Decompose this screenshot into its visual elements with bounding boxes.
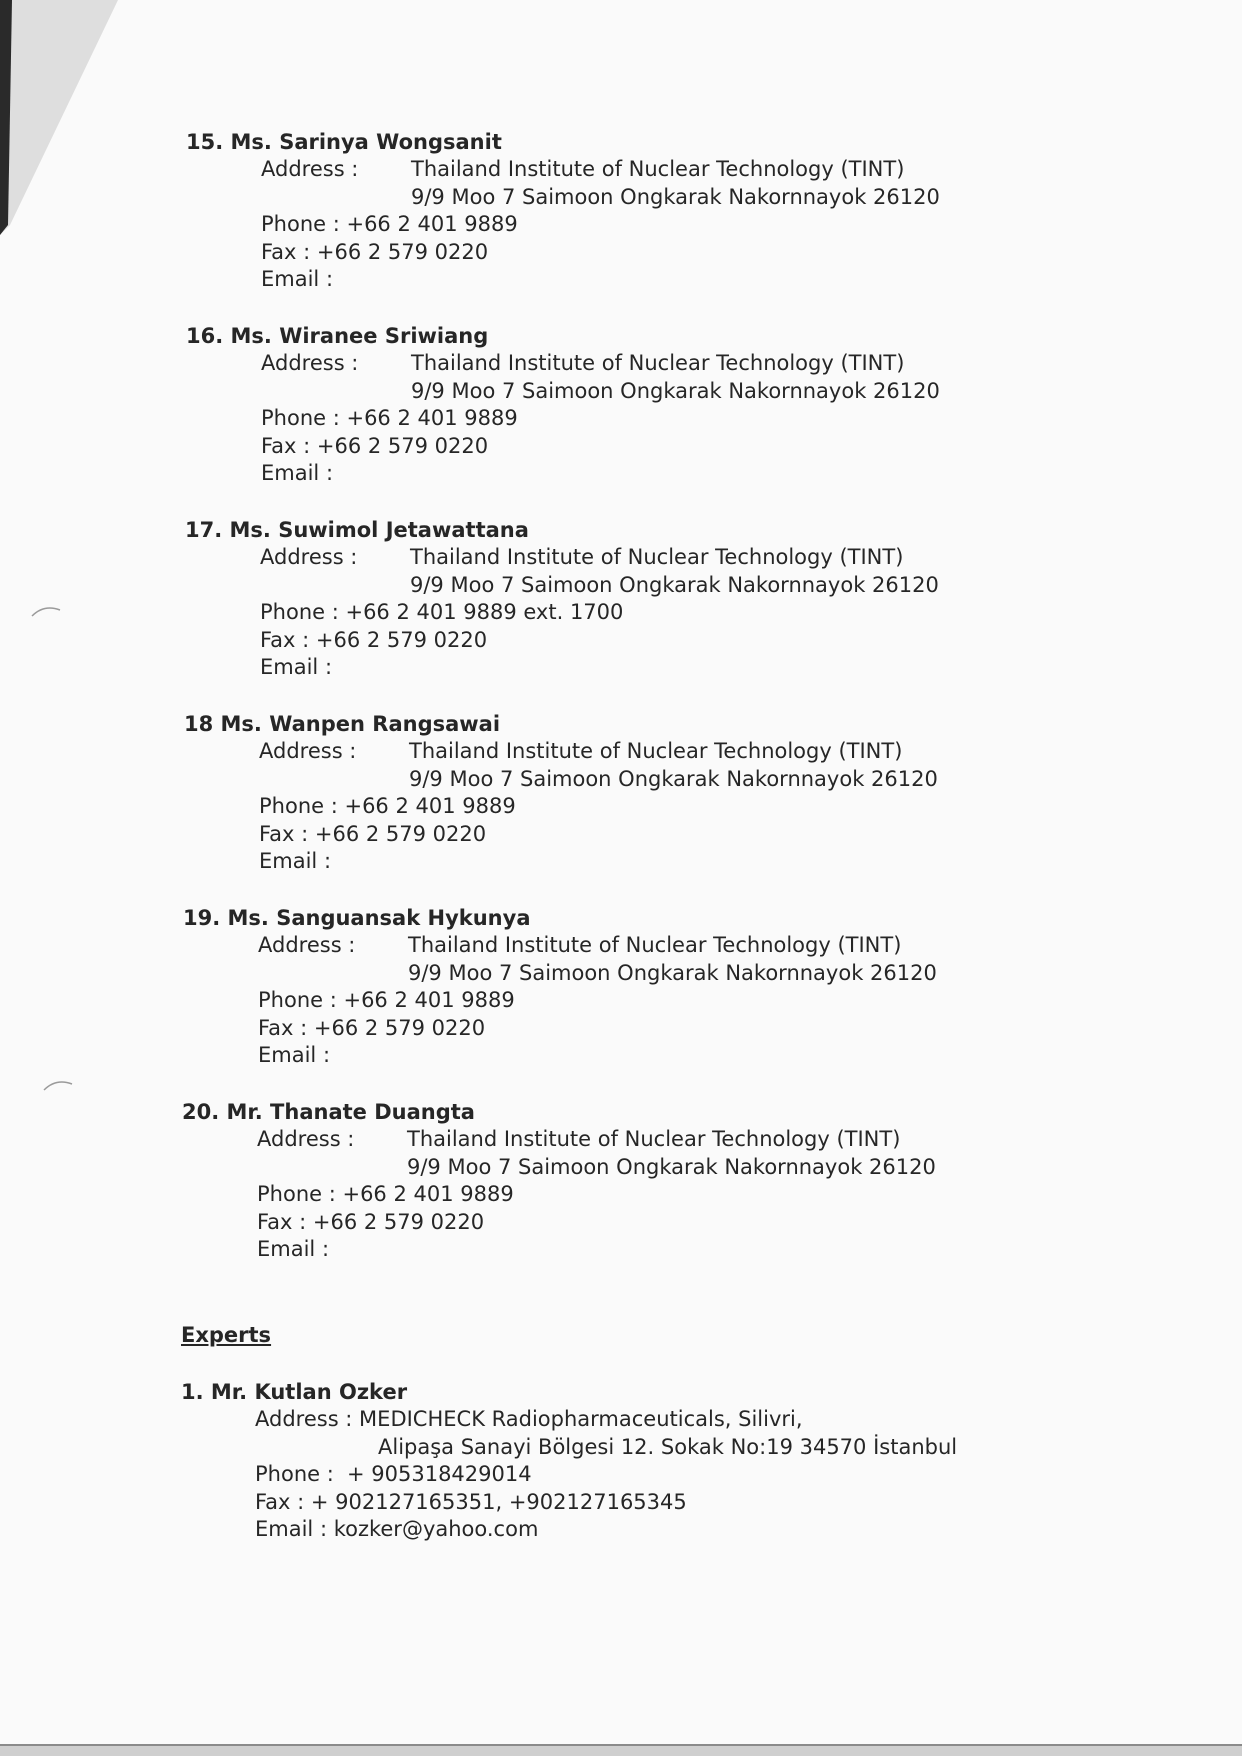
punch-hole-mark	[42, 1076, 78, 1100]
participant-name: 18 Ms. Wanpen Rangsawai	[184, 712, 501, 736]
address-row	[184, 738, 938, 766]
address-line1: Thailand Institute of Nuclear Technology (TINT)	[407, 1127, 901, 1151]
expert-entry	[181, 1378, 957, 1544]
address-label: Address :	[261, 351, 359, 375]
participant-name: 17. Ms. Suwimol Jetawattana	[185, 518, 529, 542]
fax: Fax : + 902127165351, +902127165345	[255, 1489, 687, 1514]
phone-label: Phone :	[255, 1462, 334, 1486]
punch-hole-mark	[30, 602, 66, 626]
fax: Fax : +66 2 579 0220	[259, 821, 487, 846]
address-line1: Thailand Institute of Nuclear Technology (TINT)	[411, 157, 905, 181]
address-line2: 9/9 Moo 7 Saimoon Ongkarak Nakornnayok 26120	[410, 572, 939, 597]
email: Email : kozker@yahoo.com	[255, 1517, 539, 1541]
participant-entry	[186, 322, 940, 488]
phone: Phone : +66 2 401 9889	[261, 212, 518, 236]
scan-corner-shadow	[0, 0, 120, 240]
address-label: Address :	[258, 933, 356, 957]
scan-bottom-edge	[0, 1744, 1242, 1756]
phone: Phone : +66 2 401 9889	[261, 406, 518, 430]
fax: Fax : +66 2 579 0220	[257, 1209, 485, 1234]
email: Email :	[258, 1043, 331, 1067]
address-line2: Alipaşa Sanayi Bölgesi 12. Sokak No:19 34570 İstanbul	[378, 1434, 958, 1459]
fax: Fax : +66 2 579 0220	[261, 239, 489, 264]
phone: Phone : +66 2 401 9889	[259, 794, 516, 818]
address-label: Address :	[259, 739, 357, 763]
participant-name: 20. Mr. Thanate Duangta	[182, 1100, 475, 1124]
fax: Fax : +66 2 579 0220	[261, 433, 489, 458]
fax: Fax : +66 2 579 0220	[260, 627, 488, 652]
address-label: Address :	[261, 157, 359, 181]
email: Email :	[259, 849, 332, 873]
experts-heading: Experts	[181, 1323, 272, 1347]
address-line2: 9/9 Moo 7 Saimoon Ongkarak Nakornnayok 26120	[407, 1154, 936, 1179]
participant-entry	[183, 904, 937, 1070]
email: Email :	[261, 267, 334, 291]
address-line1: Thailand Institute of Nuclear Technology (TINT)	[409, 739, 903, 763]
address-row	[186, 350, 940, 378]
participant-name: 19. Ms. Sanguansak Hykunya	[183, 906, 531, 930]
fax: Fax : +66 2 579 0220	[258, 1015, 486, 1040]
participant-entry	[186, 128, 940, 294]
address-line2: 9/9 Moo 7 Saimoon Ongkarak Nakornnayok 26120	[408, 960, 937, 985]
participant-name: 16. Ms. Wiranee Sriwiang	[186, 324, 489, 348]
address-row	[186, 156, 940, 184]
phone: Phone : +66 2 401 9889	[258, 988, 515, 1012]
address-line1: Address : MEDICHECK Radiopharmaceuticals, Silivri,	[255, 1407, 803, 1431]
phone: Phone : +66 2 401 9889 ext. 1700	[260, 600, 624, 624]
email: Email :	[260, 655, 333, 679]
address-line1: Thailand Institute of Nuclear Technology (TINT)	[410, 545, 904, 569]
email: Email :	[261, 461, 334, 485]
email: Email :	[257, 1237, 330, 1261]
address-row	[183, 932, 937, 960]
address-row	[185, 544, 939, 572]
address-row	[182, 1126, 936, 1154]
phone: Phone : +66 2 401 9889	[257, 1182, 514, 1206]
address-line1: Thailand Institute of Nuclear Technology (TINT)	[411, 351, 905, 375]
address-line2: 9/9 Moo 7 Saimoon Ongkarak Nakornnayok 26120	[411, 378, 940, 403]
address-line2: 9/9 Moo 7 Saimoon Ongkarak Nakornnayok 26120	[409, 766, 938, 791]
phone-value: + 905318429014	[347, 1462, 532, 1486]
address-line1: Thailand Institute of Nuclear Technology (TINT)	[408, 933, 902, 957]
participant-entry	[185, 516, 939, 682]
address-line2: 9/9 Moo 7 Saimoon Ongkarak Nakornnayok 26120	[411, 184, 940, 209]
phone-row	[181, 1461, 957, 1489]
participant-entry	[182, 1098, 936, 1264]
address-label: Address :	[257, 1127, 355, 1151]
address-label: Address :	[260, 545, 358, 569]
participant-entry	[184, 710, 938, 876]
expert-name: 1. Mr. Kutlan Ozker	[181, 1380, 408, 1404]
participant-name: 15. Ms. Sarinya Wongsanit	[186, 130, 502, 154]
